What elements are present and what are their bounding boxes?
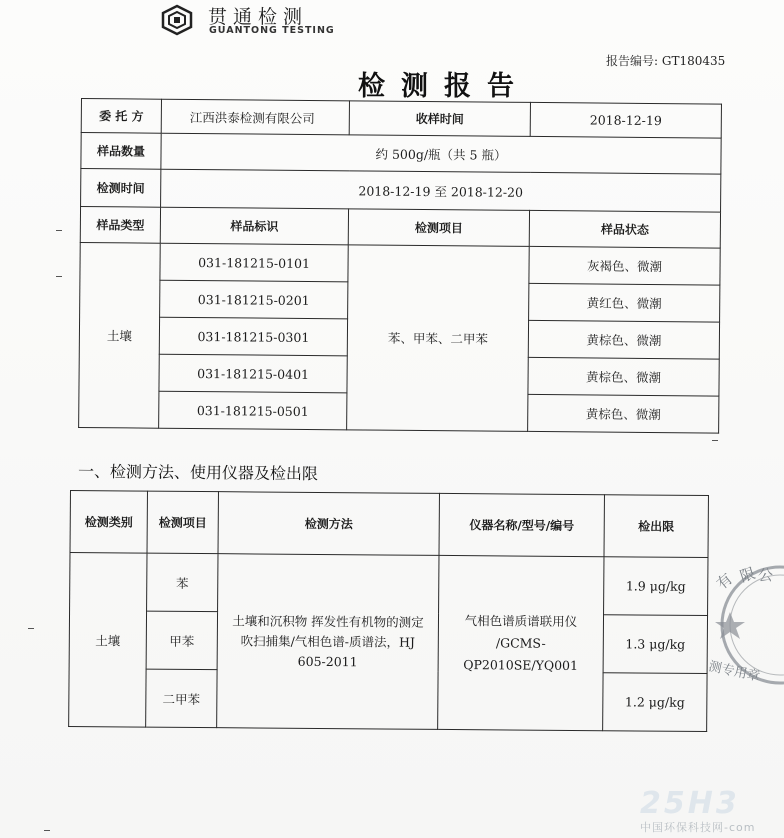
method-value xyxy=(217,554,439,730)
sample-id: 031-181215-0201 xyxy=(160,280,348,319)
category-value: 土壤 xyxy=(69,553,147,728)
test-time-value: 2018-12-19 至 2018-12-20 xyxy=(161,169,721,212)
method-line: 605-2011 xyxy=(297,653,358,669)
receive-time-label: 收样时间 xyxy=(349,101,530,137)
watermark-logo: 25H3 xyxy=(640,786,740,821)
table-row xyxy=(70,553,708,616)
test-time-label: 检测时间 xyxy=(81,169,161,208)
watermark-site: 中国环保科技网-com xyxy=(640,821,756,834)
scan-mark xyxy=(712,440,718,441)
method-table xyxy=(68,490,709,732)
sample-state: 灰褐色、微潮 xyxy=(529,246,720,285)
category-header: 检测类别 xyxy=(70,491,147,554)
method-line: 吹扫捕集/气相色谱-质谱法，HJ xyxy=(240,632,416,650)
client-value: 江西洪泰检测有限公司 xyxy=(161,99,349,135)
scan-mark xyxy=(56,230,62,231)
table-row xyxy=(80,242,720,285)
instrument-value xyxy=(438,555,604,730)
section-heading: 一、检测方法、使用仪器及检出限 xyxy=(77,461,319,484)
detection-limit: 1.2 μg/kg xyxy=(603,673,707,732)
method-line: 土壤和沉积物 挥发性有机物的测定 xyxy=(232,612,424,630)
scan-mark xyxy=(56,276,62,277)
report-number xyxy=(606,52,725,69)
report-number-value: GT180435 xyxy=(661,54,726,68)
instrument-line: 气相色谱质谱联用仪 xyxy=(464,612,578,629)
detection-limit: 1.9 μg/kg xyxy=(604,557,708,616)
instrument-line: /GCMS-QP2010SE/YQ001 xyxy=(463,634,579,673)
detection-limit: 1.3 μg/kg xyxy=(603,615,707,674)
sample-state-header: 样品状态 xyxy=(529,210,720,248)
sample-state: 黄棕色、微潮 xyxy=(528,394,719,433)
scan-mark xyxy=(28,628,34,629)
brand-name-en: GUANTONG TESTING xyxy=(209,25,335,36)
client-label: 委 托 方 xyxy=(81,99,161,134)
scan-mark xyxy=(44,830,50,831)
svg-text:测专用章: 测专用章 xyxy=(707,659,762,685)
report-number-label: 报告编号: xyxy=(606,54,659,68)
test-items-value: 苯、甲苯、二甲苯 xyxy=(347,245,530,432)
test-item: 甲苯 xyxy=(146,611,217,670)
test-item: 二甲苯 xyxy=(146,669,217,728)
sample-state: 黄棕色、微潮 xyxy=(528,357,719,396)
instrument-header: 仪器名称/型号/编号 xyxy=(439,493,604,556)
company-seal-stamp xyxy=(692,560,784,690)
company-logo-icon xyxy=(157,4,197,36)
sample-id: 031-181215-0301 xyxy=(159,317,347,356)
item-header: 检测项目 xyxy=(147,491,218,554)
sample-state: 黄棕色、微潮 xyxy=(528,320,719,359)
sample-id-header: 样品标识 xyxy=(160,207,348,245)
sample-type-label: 样品类型 xyxy=(80,207,160,244)
test-item: 苯 xyxy=(147,553,218,612)
brand-name-cn: 贯通检测 xyxy=(208,6,309,28)
report-title: 检测报告 xyxy=(358,71,530,102)
sample-state: 黄红色、微潮 xyxy=(529,283,720,322)
svg-text:限: 限 xyxy=(737,564,758,586)
sample-type-value: 土壤 xyxy=(79,242,161,428)
method-header: 检测方法 xyxy=(218,492,439,556)
sample-id: 031-181215-0101 xyxy=(160,243,348,282)
sample-id: 031-181215-0501 xyxy=(159,391,347,430)
sample-info-table xyxy=(78,98,722,434)
quantity-value: 约 500g/瓶（共 5 瓶） xyxy=(161,133,721,174)
sample-id: 031-181215-0401 xyxy=(159,354,347,393)
receive-time-value: 2018-12-19 xyxy=(530,102,721,138)
limit-header: 检出限 xyxy=(604,495,708,558)
svg-text:公: 公 xyxy=(758,566,774,584)
svg-text:有: 有 xyxy=(713,569,737,594)
test-item-header: 检测项目 xyxy=(348,209,529,247)
quantity-label: 样品数量 xyxy=(81,133,161,170)
